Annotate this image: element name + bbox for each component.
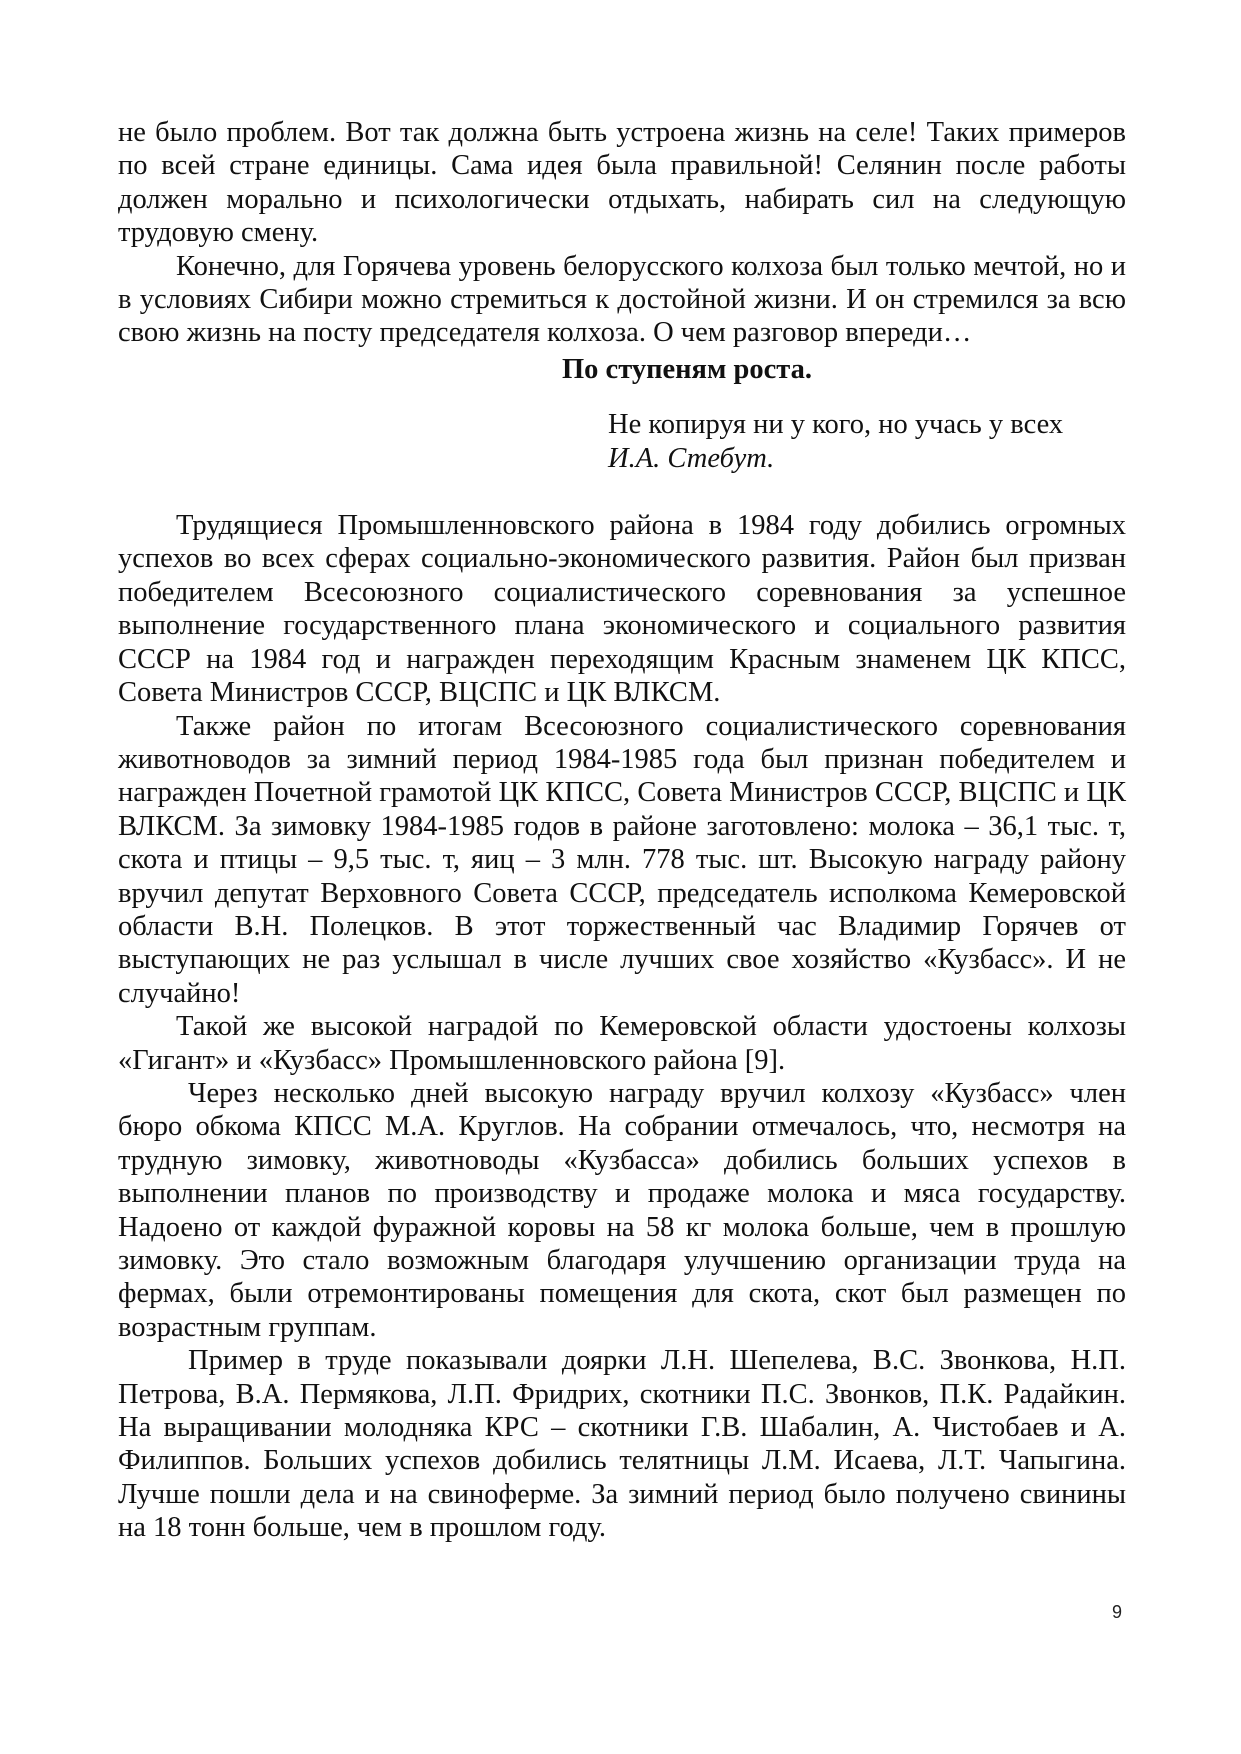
paragraph-kolkhoz-awards: Такой же высокой наградой по Кемеровской области удостоены колхозы «Гигант» и «Кузбасс» Промышленновского района [9]. <box>118 1011 1126 1076</box>
epigraph-quote: Не копируя ни у кого, но учась у всех <box>608 409 1064 441</box>
epigraph <box>608 408 1126 475</box>
body-text <box>118 116 1126 1545</box>
epigraph-author: И.А. Стебут. <box>608 442 775 474</box>
paragraph-continuation: не было проблем. Вот так должна быть устроена жизнь на селе! Таких примеров по всей стране единицы. Сама идея была правильной! Селянин после работы должен морально и психологически отдыхать, набирать сил на следующую трудовую смену. <box>118 117 1126 249</box>
page-number: 9 <box>1112 1602 1123 1622</box>
section-heading: По ступеням роста. <box>562 353 812 385</box>
paragraph-winter-results: Также район по итогам Всесоюзного социалистического соревнования животноводов за зимний период 1984-1985 года был признан победителем и награжден Почетной грамотой ЦК КПСС, Совета Министров СССР, ВЦСПС и ЦК ВЛКСМ. За зимовку 1984-1985 годов в районе заготовлено: молока – 36,1 тыс. т, скота и птицы – 9,5 тыс. т, яиц – 3 млн. 778 тыс. шт. Высокую награду району вручил депутат Верховного Совета СССР, председатель исполкома Кемеровской области В.Н. Полецков. В этот торжественный час Владимир Горячев от выступающих не раз услышал в числе лучших свое хозяйство «Кузбасс». И не случайно! <box>118 710 1126 1009</box>
paragraph-workers-example: Пример в труде показывали доярки Л.Н. Шепелева, В.С. Звонкова, Н.П. Петрова, В.А. Пермякова, Л.П. Фридрих, скотники П.С. Звонков, П.К. Радайкин. На выращивании молодняка КРС – скотники Г.В. Шабалин, А. Чистобаев и А. Филиппов. Больших успехов добились телятницы Л.М. Исаева, Л.Т. Чапыгина. Лучше пошли дела и на свиноферме. За зимний период было получено свинины на 18 тонн больше, чем в прошлом году. <box>118 1345 1126 1544</box>
paragraph-gorychev-dream: Конечно, для Горячева уровень белорусского колхоза был только мечтой, но и в условиях Сибири можно стремиться к достойной жизни. И он стремился за всю свою жизнь на посту председателя колхоза. О чем разговор впереди… <box>118 250 1126 349</box>
paragraph-district-success: Трудящиеся Промышленновского района в 1984 году добились огромных успехов во всех сферах социально-экономического развития. Район был призван победителем Всесоюзного социалистического соревнования за успешное выполнение государственного плана экономического и социального развития СССР на 1984 год и награжден переходящим Красным знаменем ЦК КПСС, Совета Министров СССР, ВЦСПС и ЦК ВЛКСМ. <box>118 510 1126 709</box>
paragraph-award-ceremony: Через несколько дней высокую награду вручил колхозу «Кузбасс» член бюро обкома КПСС М.А. Круглов. На собрании отмечалось, что, несмотря на трудную зимовку, животноводы «Кузбасса» добились больших успехов в выполнении планов по производству и продаже молока и мяса государству. Надоено от каждой фуражной коровы на 58 кг молока больше, чем в прошлую зимовку. Это стало возможным благодаря улучшению организации труда на фермах, были отремонтированы помещения для скота, скот был размещен по возрастным группам. <box>118 1077 1126 1343</box>
